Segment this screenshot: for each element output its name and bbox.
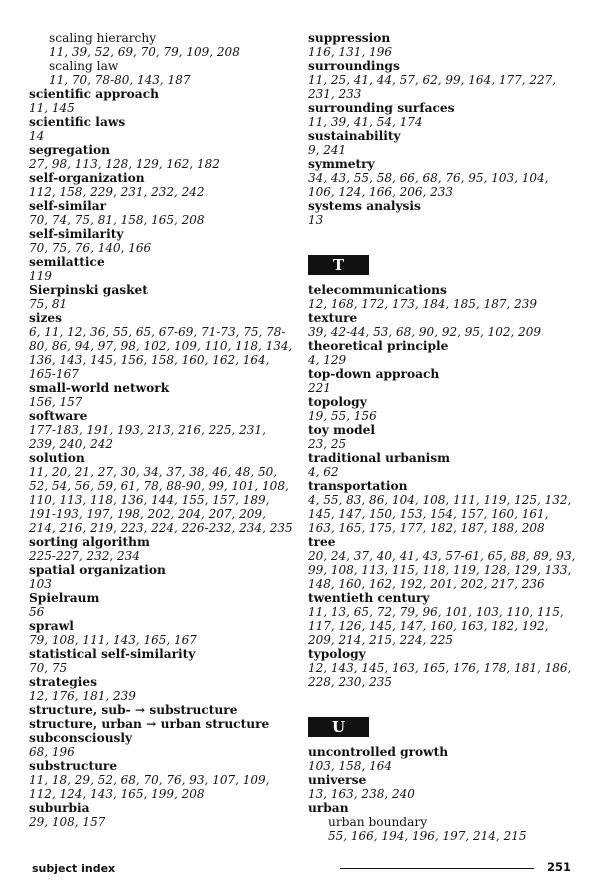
index-page-refs: 116, 131, 196 bbox=[308, 45, 392, 59]
index-entry bbox=[29, 619, 294, 647]
index-entry bbox=[308, 311, 578, 339]
index-page-refs: 27, 98, 113, 128, 129, 162, 182 bbox=[29, 157, 220, 171]
index-term: texture bbox=[308, 311, 358, 325]
index-entry bbox=[308, 157, 578, 199]
index-page-refs: 11, 39, 52, 69, 70, 79, 109, 208 bbox=[49, 45, 240, 59]
index-page-refs: 112, 158, 229, 231, 232, 242 bbox=[29, 185, 205, 199]
index-term: scientific laws bbox=[29, 115, 126, 129]
index-page-refs: 4, 55, 83, 86, 104, 108, 111, 119, 125, 132, 145, 147, 150, 153, 154, 157, 160, 161, 163, 165, 175, 177, 182, 187, 188, 208 bbox=[308, 493, 572, 535]
section-heading-u: U bbox=[308, 717, 369, 737]
index-page-refs: 14 bbox=[29, 129, 45, 143]
index-term: transportation bbox=[308, 479, 408, 493]
index-page-refs: 55, 166, 194, 196, 197, 214, 215 bbox=[328, 829, 527, 843]
index-entry bbox=[308, 367, 578, 395]
index-term: systems analysis bbox=[308, 199, 421, 213]
index-entry bbox=[308, 283, 578, 311]
index-entry bbox=[29, 171, 294, 199]
index-page-refs: 12, 168, 172, 173, 184, 185, 187, 239 bbox=[308, 297, 538, 311]
index-entry bbox=[29, 143, 294, 171]
index-term: substructure bbox=[29, 759, 118, 773]
index-term: theoretical principle bbox=[308, 339, 449, 353]
index-entry bbox=[29, 731, 294, 759]
index-page-refs: 221 bbox=[308, 381, 331, 395]
index-term: suppression bbox=[308, 31, 391, 45]
index-term: sizes bbox=[29, 311, 63, 325]
index-term: spatial organization bbox=[29, 563, 166, 577]
index-page-refs: 11, 13, 65, 72, 79, 96, 101, 103, 110, 115, 117, 126, 145, 147, 160, 163, 182, 192, 209, 214, 215, 224, 225 bbox=[308, 605, 564, 647]
section-u bbox=[308, 745, 578, 843]
index-term: typology bbox=[308, 647, 366, 661]
index-term: software bbox=[29, 409, 88, 423]
index-entry bbox=[308, 801, 578, 815]
index-entry bbox=[29, 199, 294, 227]
index-page-refs: 11, 18, 29, 52, 68, 70, 76, 93, 107, 109, 112, 124, 143, 165, 199, 208 bbox=[29, 773, 270, 801]
section-s-continued bbox=[308, 31, 578, 227]
index-page-refs: 23, 25 bbox=[308, 437, 347, 451]
index-page-refs: 11, 145 bbox=[29, 101, 75, 115]
index-entry bbox=[29, 409, 294, 451]
index-page-refs: 225-227, 232, 234 bbox=[29, 549, 140, 563]
index-term: traditional urbanism bbox=[308, 451, 451, 465]
index-entry bbox=[29, 647, 294, 675]
footer-section-title: subject index bbox=[32, 862, 116, 875]
index-page-refs: 70, 75, 76, 140, 166 bbox=[29, 241, 152, 255]
index-term: topology bbox=[308, 395, 367, 409]
index-term: sorting algorithm bbox=[29, 535, 150, 549]
index-page-refs: 19, 55, 156 bbox=[308, 409, 377, 423]
index-term: sustainability bbox=[308, 129, 401, 143]
index-entry bbox=[308, 647, 578, 689]
index-entry bbox=[308, 479, 578, 535]
index-entry bbox=[29, 255, 294, 283]
index-entry bbox=[308, 815, 578, 843]
index-entry bbox=[29, 311, 294, 381]
index-term: universe bbox=[308, 773, 367, 787]
index-term: Spielraum bbox=[29, 591, 100, 605]
index-entry bbox=[29, 451, 294, 535]
index-page-refs: 56 bbox=[29, 605, 45, 619]
index-entry bbox=[308, 773, 578, 801]
index-page-refs: 11, 39, 41, 54, 174 bbox=[308, 115, 423, 129]
index-term: structure, urban → urban structure bbox=[29, 717, 270, 731]
index-page-refs: 39, 42-44, 53, 68, 90, 92, 95, 102, 209 bbox=[308, 325, 542, 339]
index-term: subconsciously bbox=[29, 731, 133, 745]
index-term: statistical self-similarity bbox=[29, 647, 196, 661]
index-page-refs: 13 bbox=[308, 213, 324, 227]
index-entry bbox=[29, 535, 294, 563]
index-page-refs: 12, 143, 145, 163, 165, 176, 178, 181, 186, 228, 230, 235 bbox=[308, 661, 572, 689]
index-page-refs: 12, 176, 181, 239 bbox=[29, 689, 136, 703]
index-page-refs: 4, 129 bbox=[308, 353, 347, 367]
index-page-refs: 6, 11, 12, 36, 55, 65, 67-69, 71-73, 75, 78-80, 86, 94, 97, 98, 102, 109, 110, 118, 134, 136, 143, 145, 156, 158, 160, 162, 164, 165-167 bbox=[29, 325, 293, 381]
index-term: self-organization bbox=[29, 171, 145, 185]
index-entry bbox=[29, 381, 294, 409]
index-term: toy model bbox=[308, 423, 376, 437]
footer-rule bbox=[340, 868, 534, 869]
index-entry bbox=[29, 759, 294, 801]
index-term: segregation bbox=[29, 143, 110, 157]
index-entry bbox=[308, 395, 578, 423]
index-entry bbox=[308, 199, 578, 227]
index-column-right bbox=[308, 31, 578, 843]
index-term: scaling hierarchy bbox=[49, 31, 157, 45]
index-entry bbox=[29, 31, 294, 59]
index-term: surrounding surfaces bbox=[308, 101, 455, 115]
index-page-refs: 13, 163, 238, 240 bbox=[308, 787, 415, 801]
section-heading-t: T bbox=[308, 255, 369, 275]
index-page-refs: 11, 70, 78-80, 143, 187 bbox=[49, 73, 191, 87]
index-page-refs: 4, 62 bbox=[308, 465, 339, 479]
index-entry bbox=[29, 227, 294, 255]
index-page-refs: 68, 196 bbox=[29, 745, 75, 759]
section-t bbox=[308, 283, 578, 689]
index-entry bbox=[308, 129, 578, 157]
index-page-refs: 119 bbox=[29, 269, 52, 283]
index-entry bbox=[308, 451, 578, 479]
index-term: urban boundary bbox=[328, 815, 428, 829]
index-term: semilattice bbox=[29, 255, 105, 269]
index-term: strategies bbox=[29, 675, 97, 689]
index-page-refs: 34, 43, 55, 58, 66, 68, 76, 95, 103, 104, 106, 124, 166, 206, 233 bbox=[308, 171, 549, 199]
index-page-refs: 79, 108, 111, 143, 165, 167 bbox=[29, 633, 197, 647]
index-term: self-similar bbox=[29, 199, 107, 213]
index-term: scientific approach bbox=[29, 87, 159, 101]
index-page-refs: 177-183, 191, 193, 213, 216, 225, 231, 239, 240, 242 bbox=[29, 423, 266, 451]
index-page-refs: 70, 75 bbox=[29, 661, 68, 675]
index-term: structure, sub- → substructure bbox=[29, 703, 238, 717]
index-column-left bbox=[29, 31, 294, 829]
index-entry bbox=[308, 339, 578, 367]
index-entry bbox=[29, 675, 294, 703]
index-page-refs: 29, 108, 157 bbox=[29, 815, 106, 829]
index-page-refs: 11, 25, 41, 44, 57, 62, 99, 164, 177, 227, 231, 233 bbox=[308, 73, 557, 101]
index-term: small-world network bbox=[29, 381, 170, 395]
index-term: sprawl bbox=[29, 619, 74, 633]
index-entry bbox=[29, 703, 294, 717]
index-entry bbox=[308, 745, 578, 773]
index-entry bbox=[29, 591, 294, 619]
index-term: symmetry bbox=[308, 157, 375, 171]
index-entry bbox=[29, 115, 294, 143]
index-term: top-down approach bbox=[308, 367, 440, 381]
index-entry bbox=[308, 591, 578, 647]
index-entry bbox=[29, 563, 294, 591]
index-term: twentieth century bbox=[308, 591, 430, 605]
index-page-refs: 103, 158, 164 bbox=[308, 759, 392, 773]
index-page-refs: 70, 74, 75, 81, 158, 165, 208 bbox=[29, 213, 205, 227]
index-page-refs: 75, 81 bbox=[29, 297, 68, 311]
index-page-refs: 11, 20, 21, 27, 30, 34, 37, 38, 46, 48, 50, 52, 54, 56, 59, 61, 78, 88-90, 99, 101, 108, 110, 113, 118, 136, 144, 155, 157, 189, 191-193, 197, 198, 202, 204, 207, 209, 214, 216, 219, 223, 224, 226-232, 234, 235 bbox=[29, 465, 293, 535]
index-entry bbox=[29, 283, 294, 311]
index-entry bbox=[29, 59, 294, 87]
index-entry bbox=[29, 87, 294, 115]
index-term: surroundings bbox=[308, 59, 400, 73]
index-entry bbox=[29, 717, 294, 731]
index-term: solution bbox=[29, 451, 85, 465]
index-entry bbox=[308, 59, 578, 101]
index-page-refs: 9, 241 bbox=[308, 143, 347, 157]
index-entry bbox=[308, 101, 578, 129]
index-term: urban bbox=[308, 801, 349, 815]
index-term: Sierpinski gasket bbox=[29, 283, 148, 297]
index-entry bbox=[308, 535, 578, 591]
index-term: uncontrolled growth bbox=[308, 745, 449, 759]
index-page-refs: 103 bbox=[29, 577, 52, 591]
page-number: 251 bbox=[547, 860, 572, 874]
index-term: telecommunications bbox=[308, 283, 447, 297]
index-page-refs: 156, 157 bbox=[29, 395, 83, 409]
index-page-refs: 20, 24, 37, 40, 41, 43, 57-61, 65, 88, 89, 93, 99, 108, 113, 115, 118, 119, 128, 129, 133, 148, 160, 162, 192, 201, 202, 217, 236 bbox=[308, 549, 576, 591]
index-term: scaling law bbox=[49, 59, 119, 73]
index-entry bbox=[29, 801, 294, 829]
index-term: self-similarity bbox=[29, 227, 124, 241]
index-entry bbox=[308, 423, 578, 451]
index-term: suburbia bbox=[29, 801, 90, 815]
index-term: tree bbox=[308, 535, 336, 549]
index-entry bbox=[308, 31, 578, 59]
